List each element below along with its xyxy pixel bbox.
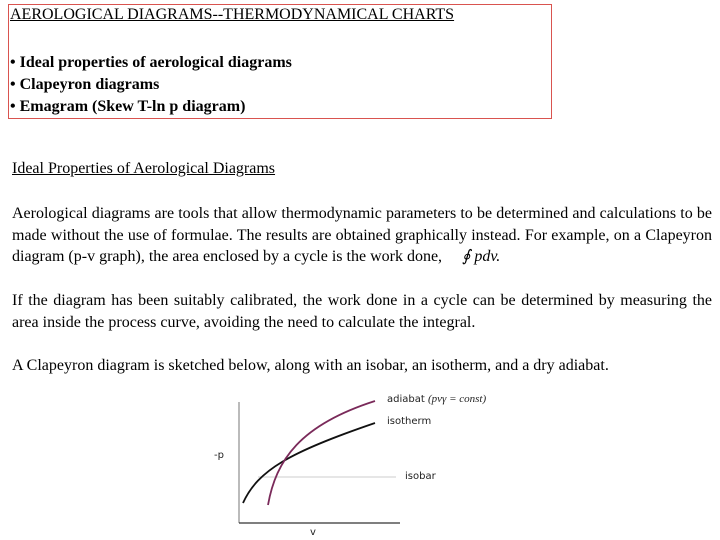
isobar-label: isobar <box>405 471 436 482</box>
y-axis-label: -p <box>214 450 224 461</box>
bullet-item: • Emagram (Skew T-ln p diagram) <box>10 98 246 115</box>
x-axis-label: v <box>310 527 316 538</box>
bullet-item: • Clapeyron diagrams <box>10 76 160 93</box>
paragraph-1-text: Aerological diagrams are tools that allow thermodynamic parameters to be determined and calculations to be made without the use of formulae. The results are obtained graphically instead. For example, on a Clapeyron diagram (p-v graph), the area enclosed by a cycle is the work done, <box>12 205 712 266</box>
adiabat-formula: (pvγ = const) <box>427 393 487 405</box>
adiabat-label <box>387 393 486 405</box>
paragraph-3: A Clapeyron diagram is sketched below, along with an isobar, an isotherm, and a dry adiabat. <box>12 357 609 374</box>
bullet-item: • Ideal properties of aerological diagrams <box>10 54 292 71</box>
paragraph-2: If the diagram has been suitably calibrated, the work done in a cycle can be determined by measuring the area inside the process curve, avoiding the need to calculate the integral. <box>12 292 712 331</box>
integral-formula: ∮ pdv. <box>462 248 501 266</box>
adiabat-text: adiabat <box>387 394 425 405</box>
page-title: AEROLOGICAL DIAGRAMS--THERMODYNAMICAL CHARTS <box>10 6 455 23</box>
section-heading: Ideal Properties of Aerological Diagrams <box>12 160 276 177</box>
isotherm-curve <box>243 423 375 503</box>
adiabat-curve <box>268 401 375 505</box>
isotherm-label: isotherm <box>387 416 432 427</box>
